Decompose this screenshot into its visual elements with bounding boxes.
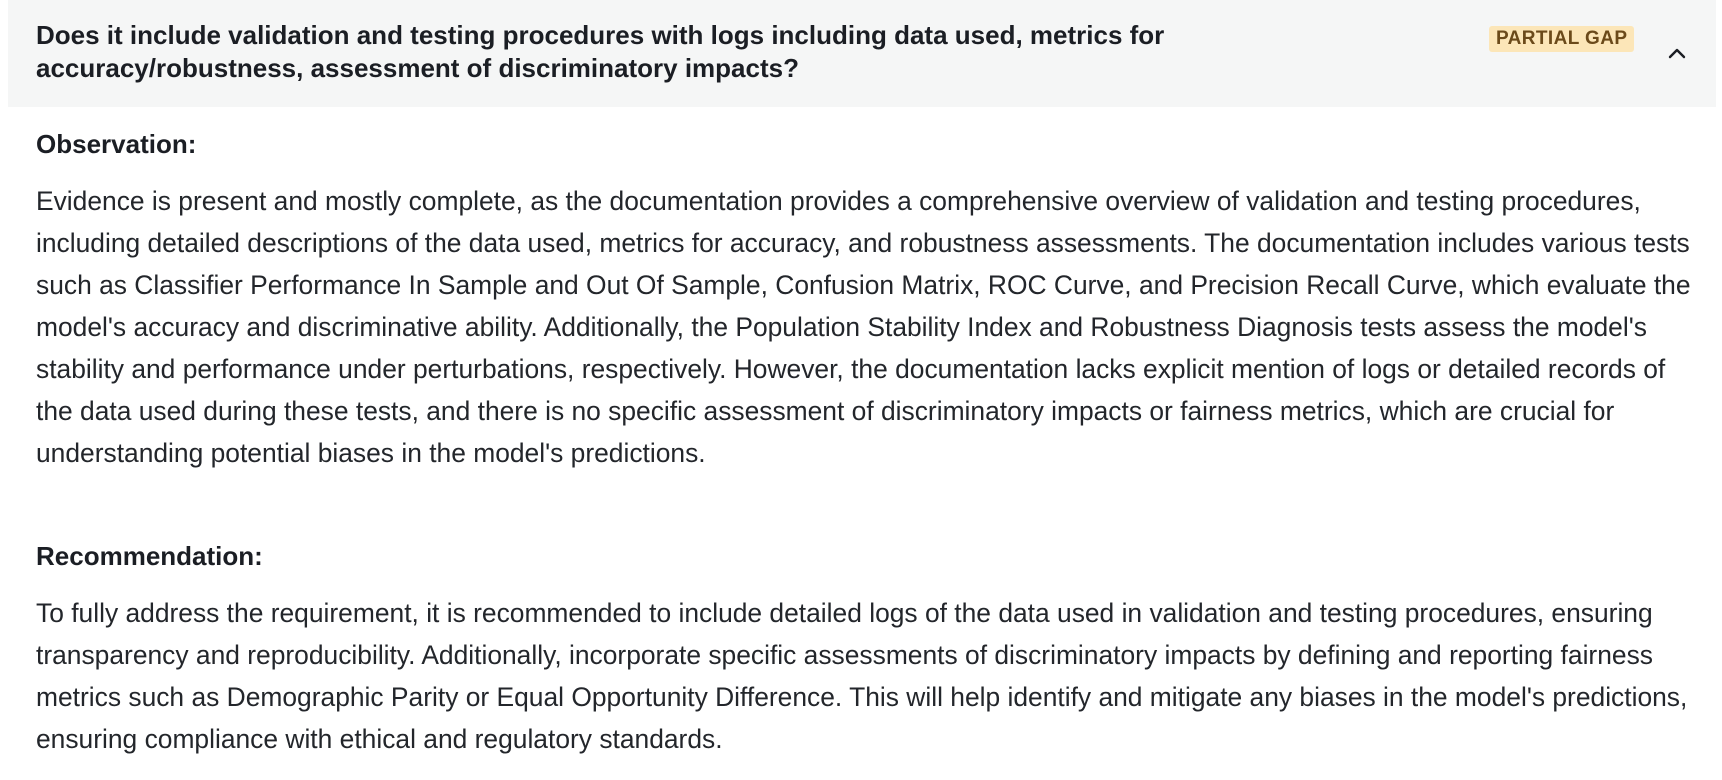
- question-title: Does it include validation and testing procedures with logs including data used, metrics for accuracy/robustness, assessment of discriminatory impacts?: [36, 20, 1165, 83]
- recommendation-text: To fully address the requirement, it is recommended to include detailed logs of the data used in validation and testing procedures, ensuring transparency and reproducibility. Additionally, incorporate specific assessments of discriminatory impacts by defining and reporting fairness metrics such as Demographic Parity or Equal Opportunity Difference. This will help identify and mitigate any biases in the model's predictions, ensuring compliance with ethical and regulatory standards.: [36, 598, 1688, 754]
- observation-text: Evidence is present and mostly complete, as the documentation provides a comprehensive overview of validation and testing procedures, including detailed descriptions of the data used, metrics for accuracy, and robustness assessments. The documentation includes various tests such as Classifier Performance In Sample and Out Of Sample, Confusion Matrix, ROC Curve, and Precision Recall Curve, which evaluate the model's accuracy and discriminative ability. Additionally, the Population Stability Index and Robustness Diagnosis tests assess the model's stability and performance under perturbations, respectively. However, the documentation lacks explicit mention of logs or detailed records of the data used during these tests, and there is no specific assessment of discriminatory impacts or fairness metrics, which are crucial for understanding potential biases in the model's predictions.: [36, 186, 1691, 468]
- chevron-up-icon[interactable]: [1664, 40, 1690, 66]
- accordion-header[interactable]: [8, 0, 1716, 107]
- observation-heading: Observation:: [36, 129, 197, 159]
- recommendation-heading: Recommendation:: [36, 541, 263, 571]
- status-badge: PARTIAL GAP: [1489, 26, 1634, 52]
